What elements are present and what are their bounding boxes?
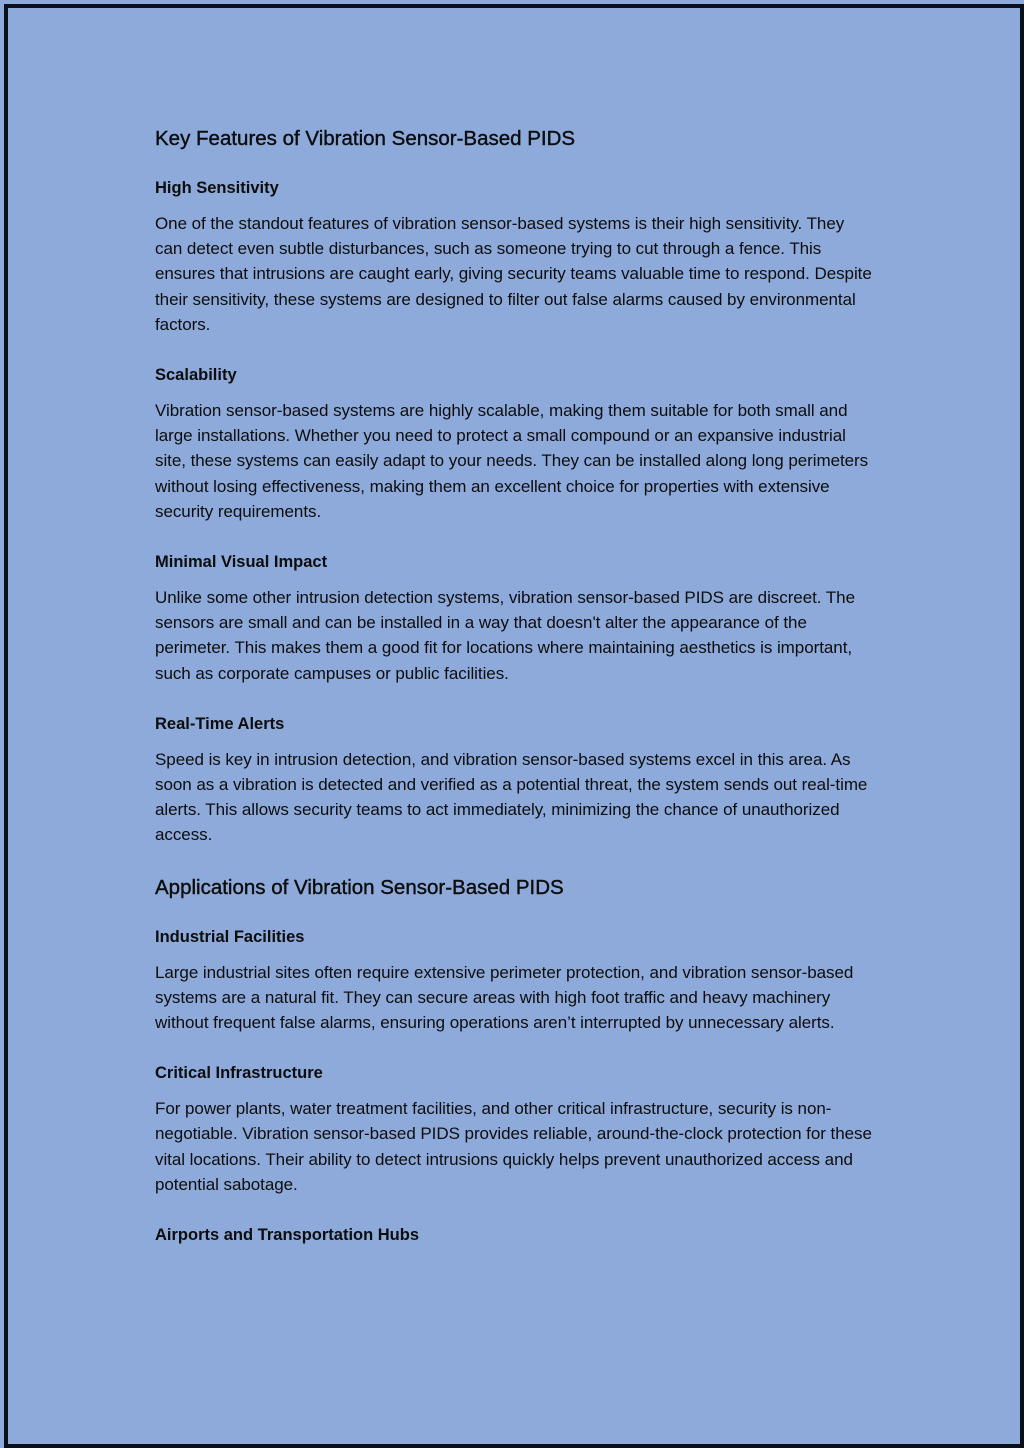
subheading-scalability: Scalability [155,366,237,385]
subheading-industrial-facilities: Industrial Facilities [155,927,305,946]
application-critical-infrastructure [155,1063,875,1197]
application-industrial-facilities [155,927,875,1036]
paragraph-high-sensitivity: One of the standout features of vibration sensor-based systems is their high sensitivity. They can detect even subtle disturbances, such as someone trying to cut through a fence. This ensures that intrusions are caught early, giving security teams valuable time to respond. Despite their sensitivity, these systems are designed to filter out false alarms caused by environmental factors. [155,214,872,334]
section-heading-features: Key Features of Vibration Sensor-Based PIDS [155,127,576,150]
paragraph-critical-infrastructure: For power plants, water treatment facilities, and other critical infrastructure, security is non-negotiable. Vibration sensor-based PIDS provides reliable, around-the-clock protection for these vital locations. Their ability to detect intrusions quickly helps prevent unauthorized access and potential sabotage. [155,1099,872,1194]
feature-real-time-alerts [155,714,875,848]
paragraph-minimal-visual-impact: Unlike some other intrusion detection systems, vibration sensor-based PIDS are discreet. The sensors are small and can be installed in a way that doesn't alter the appearance of the perimeter. This makes them a good fit for locations where maintaining aesthetics is important, such as corporate campuses or public facilities. [155,588,855,683]
applications-section [155,873,875,1245]
subheading-critical-infrastructure: Critical Infrastructure [155,1064,323,1083]
paragraph-industrial-facilities: Large industrial sites often require extensive perimeter protection, and vibration sensor-based systems are a natural fit. They can secure areas with high foot traffic and heavy machinery without frequent false alarms, ensuring operations aren’t interrupted by unnecessary alerts. [155,962,854,1033]
paragraph-scalability: Vibration sensor-based systems are highly scalable, making them suitable for both small and large installations. Whether you need to protect a small compound or an expansive industrial site, these systems can easily adapt to your needs. They can be installed along long perimeters without losing effectiveness, making them an excellent choice for properties with extensive security requirements. [155,401,869,521]
features-section [155,124,875,848]
section-heading-applications: Applications of Vibration Sensor-Based PIDS [155,875,564,899]
paragraph-real-time-alerts: Speed is key in intrusion detection, and vibration sensor-based systems excel in this area. As soon as a vibration is detected and verified as a potential threat, the system sends out real-time alerts. This allows security teams to act immediately, minimizing the chance of unauthorized access. [155,749,868,845]
document-content [155,124,875,1245]
feature-scalability [155,365,875,524]
subheading-real-time-alerts: Real-Time Alerts [155,714,285,733]
feature-high-sensitivity [155,178,875,337]
subheading-high-sensitivity: High Sensitivity [155,179,279,197]
feature-minimal-visual-impact [155,552,875,686]
application-airports-transportation [155,1225,875,1245]
subheading-minimal-visual-impact: Minimal Visual Impact [155,553,328,572]
subheading-airports-transportation: Airports and Transportation Hubs [155,1226,420,1245]
